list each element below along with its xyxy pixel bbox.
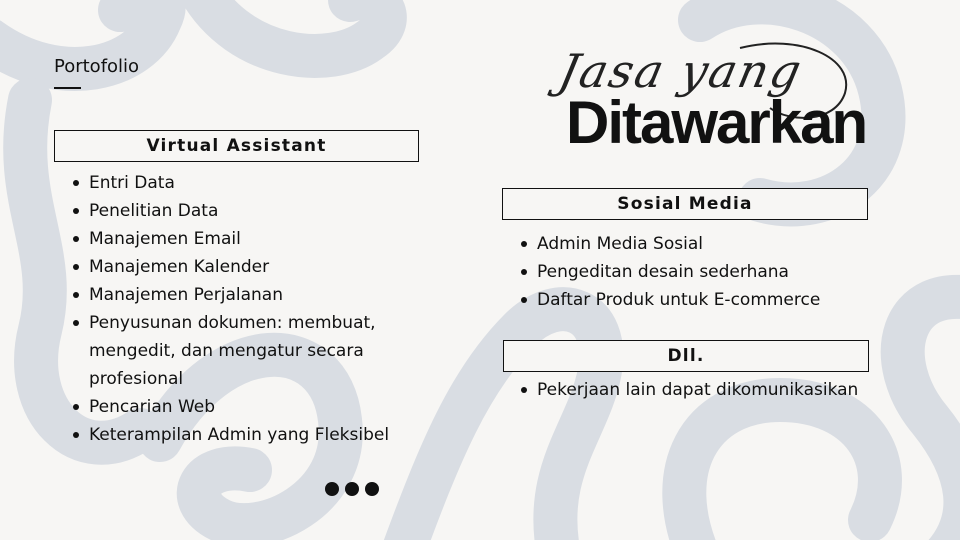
list-item: Pekerjaan lain dapat dikomunikasikan [519, 376, 939, 404]
dot-icon [345, 482, 359, 496]
swirl-right-bottom [684, 400, 880, 540]
list-item: Manajemen Kalender [71, 253, 416, 281]
list-item: Keterampilan Admin yang Fleksibel [71, 421, 416, 449]
virtual-assistant-list [71, 169, 416, 449]
section-underline [54, 87, 81, 89]
other-services-list [519, 376, 939, 404]
list-item: Pencarian Web [71, 393, 416, 421]
virtual-assistant-heading: Virtual Assistant [54, 130, 419, 162]
ellipsis-dots-icon [325, 482, 379, 496]
social-media-list [519, 230, 919, 314]
list-item: Daftar Produk untuk E-commerce [519, 286, 919, 314]
dot-icon [365, 482, 379, 496]
swirl-right-edge [903, 297, 960, 540]
section-label: Portofolio [54, 56, 140, 77]
list-item: Penyusunan dokumen: membuat, mengedit, dan mengatur secara profesional [71, 309, 416, 393]
swirl-top-center [200, 0, 385, 56]
dot-icon [325, 482, 339, 496]
list-item: Admin Media Sosial [519, 230, 919, 258]
title-script: Jasa yang [554, 44, 808, 98]
list-item: Pengeditan desain sederhana [519, 258, 919, 286]
list-item: Entri Data [71, 169, 416, 197]
list-item: Penelitian Data [71, 197, 416, 225]
list-item: Manajemen Email [71, 225, 416, 253]
list-item: Manajemen Perjalanan [71, 281, 416, 309]
social-media-heading: Sosial Media [502, 188, 868, 220]
page-title: Ditawarkan [566, 89, 867, 156]
other-services-heading: Dll. [503, 340, 869, 372]
